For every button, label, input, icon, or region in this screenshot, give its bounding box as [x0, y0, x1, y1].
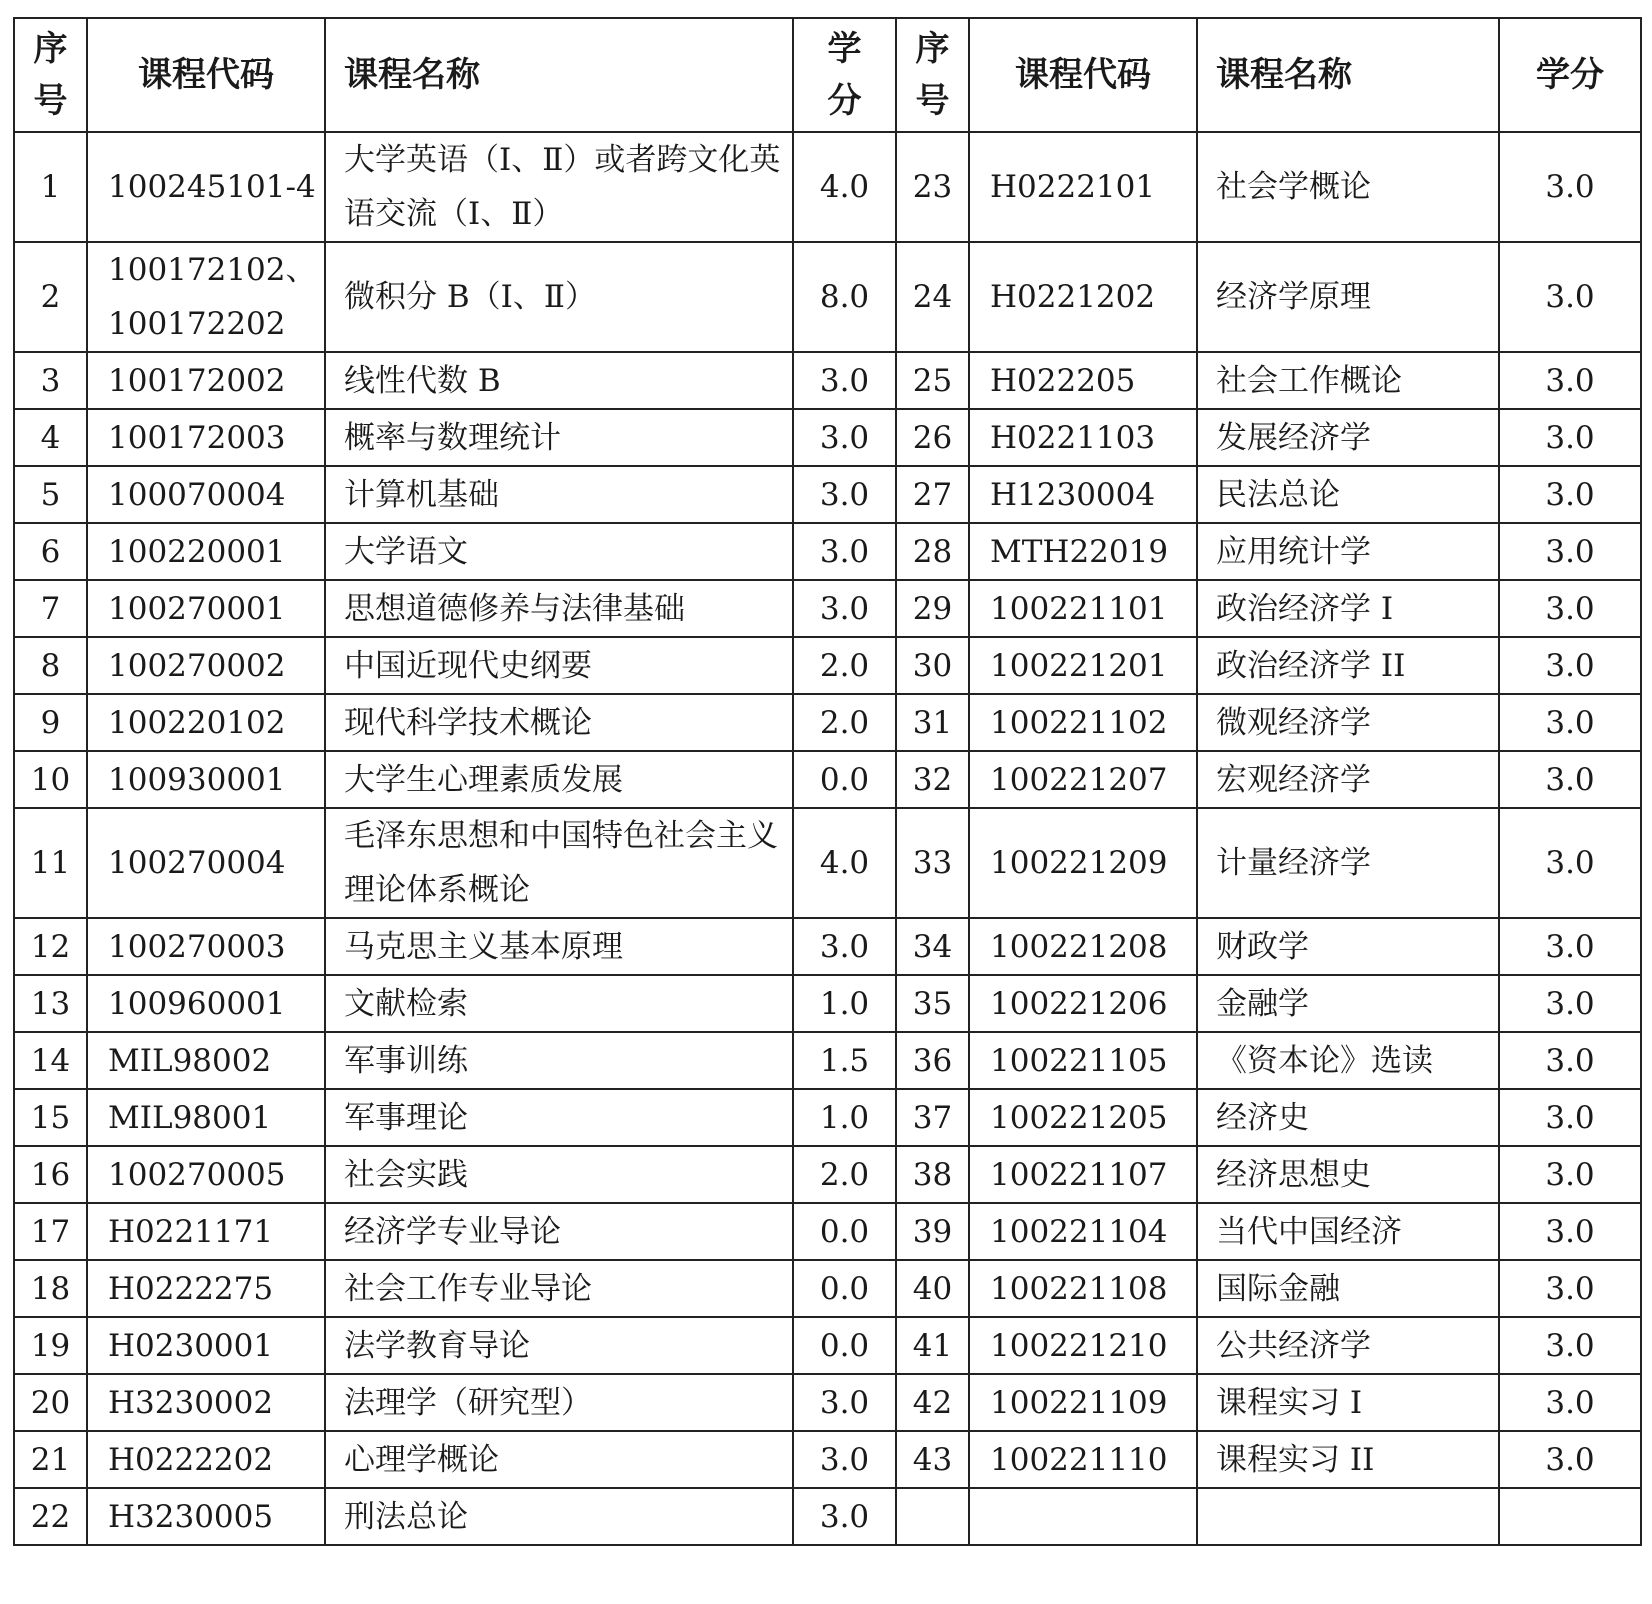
header-credit-line2: 分 [827, 81, 862, 121]
cell-credit: 2.0 [793, 1146, 896, 1203]
cell-credit-right: 3.0 [1499, 975, 1641, 1032]
cell-course-code: MIL98002 [87, 1032, 325, 1089]
cell-course-name-right: 社会工作概论 [1197, 352, 1499, 409]
course-table [13, 17, 1642, 1546]
cell-course-code: 100172002 [87, 352, 325, 409]
cell-seq-right: 43 [896, 1431, 969, 1488]
cell-course-code: 100070004 [87, 466, 325, 523]
cell-course-name-right: 课程实习 II [1197, 1431, 1499, 1488]
cell-course-name: 线性代数 B [325, 352, 793, 409]
cell-course-name-right: 金融学 [1197, 975, 1499, 1032]
cell-course-code: 100220001 [87, 523, 325, 580]
cell-seq: 18 [14, 1260, 87, 1317]
cell-seq: 19 [14, 1317, 87, 1374]
cell-credit-right: 3.0 [1499, 694, 1641, 751]
cell-credit-right: 3.0 [1499, 1089, 1641, 1146]
cell-course-name: 法学教育导论 [325, 1317, 793, 1374]
cell-credit: 4.0 [793, 808, 896, 918]
cell-credit: 3.0 [793, 918, 896, 975]
cell-course-code: 100270003 [87, 918, 325, 975]
cell-course-name: 社会实践 [325, 1146, 793, 1203]
header-name: 课程名称 [325, 18, 793, 132]
cell-course-code-right: H022205 [969, 352, 1197, 409]
cell-course-name: 思想道德修养与法律基础 [325, 580, 793, 637]
header-seq-right-line1: 序 [915, 29, 950, 69]
cell-seq-right: 33 [896, 808, 969, 918]
cell-course-code: 100220102 [87, 694, 325, 751]
cell-credit-right: 3.0 [1499, 242, 1641, 352]
cell-course-code-right [969, 1488, 1197, 1545]
table-row [14, 694, 1641, 751]
cell-credit-right: 3.0 [1499, 751, 1641, 808]
cell-seq-right: 27 [896, 466, 969, 523]
cell-course-name-right: 政治经济学 II [1197, 637, 1499, 694]
cell-credit: 0.0 [793, 1317, 896, 1374]
cell-seq-right: 41 [896, 1317, 969, 1374]
table-row [14, 132, 1641, 242]
table-row [14, 523, 1641, 580]
cell-seq: 14 [14, 1032, 87, 1089]
cell-course-code-right: H1230004 [969, 466, 1197, 523]
cell-course-code-right: 100221102 [969, 694, 1197, 751]
cell-seq: 16 [14, 1146, 87, 1203]
cell-course-name-right: 发展经济学 [1197, 409, 1499, 466]
cell-course-name-right: 经济史 [1197, 1089, 1499, 1146]
cell-course-name-right: 应用统计学 [1197, 523, 1499, 580]
cell-course-name-right: 计量经济学 [1197, 808, 1499, 918]
cell-course-code-right: 100221101 [969, 580, 1197, 637]
cell-seq: 21 [14, 1431, 87, 1488]
cell-seq-right: 40 [896, 1260, 969, 1317]
cell-course-name: 法理学（研究型） [325, 1374, 793, 1431]
cell-course-name-right: 课程实习 I [1197, 1374, 1499, 1431]
table-row [14, 409, 1641, 466]
header-seq [14, 18, 87, 132]
cell-course-name-right: 宏观经济学 [1197, 751, 1499, 808]
cell-seq: 6 [14, 523, 87, 580]
cell-course-name: 中国近现代史纲要 [325, 637, 793, 694]
table-row [14, 637, 1641, 694]
cell-seq-right: 26 [896, 409, 969, 466]
cell-course-name-right: 经济学原理 [1197, 242, 1499, 352]
cell-course-code-right: 100221209 [969, 808, 1197, 918]
cell-course-code-right: MTH22019 [969, 523, 1197, 580]
cell-course-code: 100270005 [87, 1146, 325, 1203]
cell-course-code-right: 100221210 [969, 1317, 1197, 1374]
cell-seq-right: 36 [896, 1032, 969, 1089]
cell-seq-right: 31 [896, 694, 969, 751]
cell-credit: 3.0 [793, 1431, 896, 1488]
cell-course-name-right: 公共经济学 [1197, 1317, 1499, 1374]
cell-seq-right: 23 [896, 132, 969, 242]
cell-course-code: H0230001 [87, 1317, 325, 1374]
table-row [14, 352, 1641, 409]
table-row [14, 242, 1641, 352]
cell-course-name: 军事训练 [325, 1032, 793, 1089]
cell-course-name: 马克思主义基本原理 [325, 918, 793, 975]
cell-seq-right: 37 [896, 1089, 969, 1146]
cell-credit-right: 3.0 [1499, 523, 1641, 580]
header-credit-line1: 学 [827, 29, 862, 69]
cell-course-code-right: 100221105 [969, 1032, 1197, 1089]
cell-course-code-right: 100221201 [969, 637, 1197, 694]
header-code-right: 课程代码 [969, 18, 1197, 132]
table-row [14, 1203, 1641, 1260]
cell-seq: 9 [14, 694, 87, 751]
cell-seq: 10 [14, 751, 87, 808]
cell-credit-right: 3.0 [1499, 580, 1641, 637]
table-row [14, 751, 1641, 808]
cell-course-name: 毛泽东思想和中国特色社会主义理论体系概论 [325, 808, 793, 918]
table-row [14, 918, 1641, 975]
cell-seq-right: 24 [896, 242, 969, 352]
cell-seq-right: 28 [896, 523, 969, 580]
cell-seq-right: 30 [896, 637, 969, 694]
header-code: 课程代码 [87, 18, 325, 132]
cell-course-name: 军事理论 [325, 1089, 793, 1146]
cell-course-code: H0222275 [87, 1260, 325, 1317]
cell-credit: 3.0 [793, 580, 896, 637]
cell-credit-right: 3.0 [1499, 1260, 1641, 1317]
cell-seq-right: 38 [896, 1146, 969, 1203]
cell-credit: 2.0 [793, 637, 896, 694]
cell-course-name: 经济学专业导论 [325, 1203, 793, 1260]
cell-credit: 4.0 [793, 132, 896, 242]
table-row [14, 1374, 1641, 1431]
table-row [14, 580, 1641, 637]
cell-course-name-right: 财政学 [1197, 918, 1499, 975]
cell-course-code-right: 100221208 [969, 918, 1197, 975]
cell-seq: 11 [14, 808, 87, 918]
header-row [14, 18, 1641, 132]
cell-seq: 13 [14, 975, 87, 1032]
cell-credit: 1.0 [793, 1089, 896, 1146]
cell-course-name-right: 当代中国经济 [1197, 1203, 1499, 1260]
cell-course-name-right: 政治经济学 I [1197, 580, 1499, 637]
cell-credit-right: 3.0 [1499, 409, 1641, 466]
cell-course-code: 100270004 [87, 808, 325, 918]
cell-credit: 3.0 [793, 1488, 896, 1545]
cell-course-name-right: 《资本论》选读 [1197, 1032, 1499, 1089]
cell-credit: 1.0 [793, 975, 896, 1032]
cell-seq-right: 32 [896, 751, 969, 808]
cell-seq-right [896, 1488, 969, 1545]
cell-seq: 5 [14, 466, 87, 523]
cell-seq: 15 [14, 1089, 87, 1146]
cell-course-code: 100172102、100172202 [87, 242, 325, 352]
cell-credit-right [1499, 1488, 1641, 1545]
cell-credit: 3.0 [793, 523, 896, 580]
table-row [14, 975, 1641, 1032]
cell-credit: 0.0 [793, 1260, 896, 1317]
cell-course-name: 计算机基础 [325, 466, 793, 523]
cell-course-code: H3230005 [87, 1488, 325, 1545]
cell-course-code-right: 100221107 [969, 1146, 1197, 1203]
header-seq-line2: 号 [33, 81, 68, 121]
table-row [14, 1317, 1641, 1374]
cell-course-code-right: 100221207 [969, 751, 1197, 808]
cell-course-code: 100245101-4 [87, 132, 325, 242]
cell-course-name: 概率与数理统计 [325, 409, 793, 466]
cell-credit-right: 3.0 [1499, 1317, 1641, 1374]
table-row [14, 808, 1641, 918]
table-row [14, 1089, 1641, 1146]
cell-course-code: MIL98001 [87, 1089, 325, 1146]
cell-course-name: 大学生心理素质发展 [325, 751, 793, 808]
cell-credit-right: 3.0 [1499, 1203, 1641, 1260]
cell-credit-right: 3.0 [1499, 1032, 1641, 1089]
cell-course-code: 100270002 [87, 637, 325, 694]
cell-course-name: 心理学概论 [325, 1431, 793, 1488]
cell-course-code-right: 100221109 [969, 1374, 1197, 1431]
table-body [14, 132, 1641, 1545]
cell-seq-right: 42 [896, 1374, 969, 1431]
cell-credit-right: 3.0 [1499, 352, 1641, 409]
cell-credit-right: 3.0 [1499, 637, 1641, 694]
cell-credit: 8.0 [793, 242, 896, 352]
cell-course-code-right: 100221206 [969, 975, 1197, 1032]
cell-seq-right: 35 [896, 975, 969, 1032]
cell-course-name: 微积分 B（Ⅰ、Ⅱ） [325, 242, 793, 352]
cell-credit-right: 3.0 [1499, 1431, 1641, 1488]
table-row [14, 1260, 1641, 1317]
cell-course-name-right: 经济思想史 [1197, 1146, 1499, 1203]
cell-credit: 3.0 [793, 1374, 896, 1431]
table-row [14, 1431, 1641, 1488]
cell-course-name-right: 微观经济学 [1197, 694, 1499, 751]
cell-course-code-right: 100221205 [969, 1089, 1197, 1146]
cell-course-name: 大学语文 [325, 523, 793, 580]
cell-credit: 2.0 [793, 694, 896, 751]
cell-course-code: 100930001 [87, 751, 325, 808]
cell-course-code: 100960001 [87, 975, 325, 1032]
header-credit [793, 18, 896, 132]
cell-course-name-right: 社会学概论 [1197, 132, 1499, 242]
table-row [14, 1146, 1641, 1203]
cell-credit: 3.0 [793, 352, 896, 409]
cell-seq: 17 [14, 1203, 87, 1260]
cell-course-code-right: 100221104 [969, 1203, 1197, 1260]
cell-course-name: 现代科学技术概论 [325, 694, 793, 751]
cell-course-name: 文献检索 [325, 975, 793, 1032]
cell-credit-right: 3.0 [1499, 132, 1641, 242]
cell-credit-right: 3.0 [1499, 1374, 1641, 1431]
table-row [14, 466, 1641, 523]
cell-seq: 12 [14, 918, 87, 975]
cell-course-code-right: H0221202 [969, 242, 1197, 352]
cell-course-name-right: 国际金融 [1197, 1260, 1499, 1317]
table-row [14, 1032, 1641, 1089]
cell-course-code: H3230002 [87, 1374, 325, 1431]
cell-credit: 3.0 [793, 466, 896, 523]
cell-credit-right: 3.0 [1499, 918, 1641, 975]
cell-credit: 1.5 [793, 1032, 896, 1089]
cell-course-code: 100270001 [87, 580, 325, 637]
cell-course-name-right [1197, 1488, 1499, 1545]
table-row [14, 1488, 1641, 1545]
header-credit-right: 学分 [1499, 18, 1641, 132]
cell-credit-right: 3.0 [1499, 466, 1641, 523]
cell-course-code: 100172003 [87, 409, 325, 466]
cell-seq-right: 25 [896, 352, 969, 409]
cell-course-name: 社会工作专业导论 [325, 1260, 793, 1317]
cell-course-code-right: H0222101 [969, 132, 1197, 242]
cell-course-name: 大学英语（Ⅰ、Ⅱ）或者跨文化英语交流（Ⅰ、Ⅱ） [325, 132, 793, 242]
header-seq-right-line2: 号 [915, 81, 950, 121]
cell-credit-right: 3.0 [1499, 808, 1641, 918]
cell-course-code: H0221171 [87, 1203, 325, 1260]
cell-seq: 3 [14, 352, 87, 409]
cell-course-code: H0222202 [87, 1431, 325, 1488]
cell-seq: 4 [14, 409, 87, 466]
cell-seq-right: 34 [896, 918, 969, 975]
cell-seq-right: 39 [896, 1203, 969, 1260]
cell-course-code-right: H0221103 [969, 409, 1197, 466]
cell-seq: 1 [14, 132, 87, 242]
cell-credit-right: 3.0 [1499, 1146, 1641, 1203]
cell-seq: 22 [14, 1488, 87, 1545]
cell-seq-right: 29 [896, 580, 969, 637]
header-name-right: 课程名称 [1197, 18, 1499, 132]
cell-seq: 20 [14, 1374, 87, 1431]
cell-course-code-right: 100221108 [969, 1260, 1197, 1317]
cell-course-name-right: 民法总论 [1197, 466, 1499, 523]
cell-seq: 7 [14, 580, 87, 637]
cell-course-code-right: 100221110 [969, 1431, 1197, 1488]
header-seq-right [896, 18, 969, 132]
cell-seq: 8 [14, 637, 87, 694]
cell-credit: 3.0 [793, 409, 896, 466]
cell-seq: 2 [14, 242, 87, 352]
cell-credit: 0.0 [793, 1203, 896, 1260]
header-seq-line1: 序 [33, 29, 68, 69]
cell-credit: 0.0 [793, 751, 896, 808]
cell-course-name: 刑法总论 [325, 1488, 793, 1545]
